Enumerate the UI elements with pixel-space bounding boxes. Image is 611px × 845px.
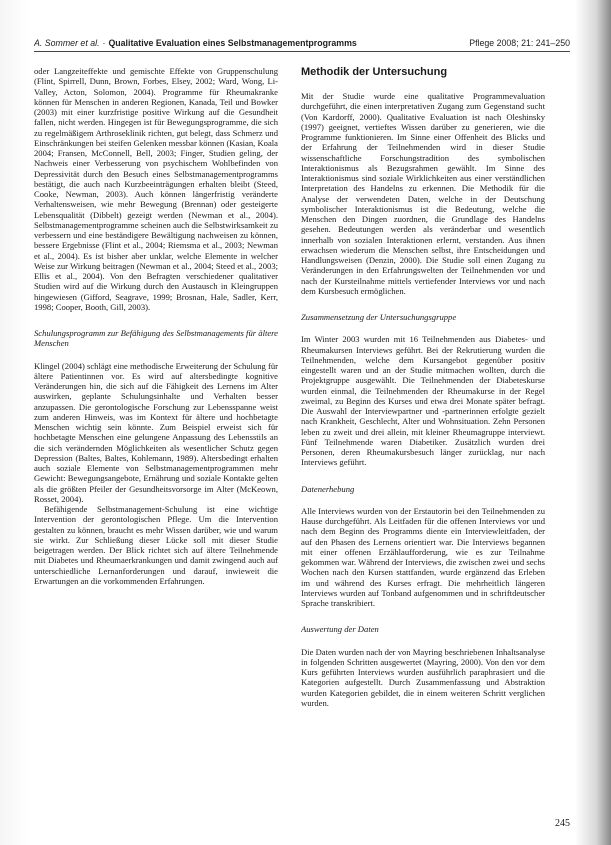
header-journal: Pflege 2008; 21: 241–250 bbox=[469, 38, 570, 48]
left-paragraph-3: Befähigende Selbstmanagement-Schulung ist eine wichtige Intervention der gerontologischen Pflege. Um die Intervention gestalten zu können, braucht es mehr Wissen darüber, wie und warum sie wirkt. Zur Schließung dieser Lücke soll mit dieser Studie beigetragen werden. Der Blick richtet sich auf ältere Teilnehmende mit Diabetes und Rheumaerkrankungen und damit zwingend auch auf unterschiedliche Lernanforderungen und darauf, inwieweit die Erwartungen an die vorkommenden Erfahrungen. bbox=[34, 504, 278, 586]
right-paragraph-2: Im Winter 2003 wurden mit 16 Teilnehmenden aus Diabetes- und Rheumakursen Interviews geführt. Bei der Rekrutierung wurden die Teilnehmenden, welche dem Kursangebot gegenüber positiv eingestellt waren und an der Studie mitmachen wollten, durch die Projektgruppe ausgewählt. Die Teilnehmenden der Diabeteskurse wurden einmal, die Teilnehmenden der Rheumakurse in der Regel zweimal, zu Beginn des Kurses und etwa drei Monate später befragt. Die Auswahl der Interviewpartner und -partnerinnen erfolgte gezielt nach Krankheit, Geschlecht, Alter und Wohnsituation. Zehn Personen leben zu zweit und drei allein, mit kleiner Rheumagruppe interviewt. Fünf Teilnehmende waren Diabetiker. Zusätzlich wurden drei Personen, deren Rheumakursbesuch länger zurücklag, nur nach Interviews geführt. bbox=[301, 334, 545, 468]
subheading-auswertung: Auswertung der Daten bbox=[301, 624, 379, 635]
header-rule bbox=[34, 51, 570, 52]
right-column bbox=[301, 66, 545, 818]
running-header bbox=[34, 38, 570, 52]
subheading-datenerhebung: Datenerhebung bbox=[301, 483, 355, 494]
right-paragraph-1: Mit der Studie wurde eine qualitative Programmevaluation durchgeführt, die einen interpretativen Zugang zum Gegenstand sucht (Von Kardorff, 2000). Qualitative Evaluation ist nach Oleshinsky (1997) geeignet, vertieftes Wissen darüber zu generieren, wie die Programme funktionieren. Im Sinne einer Offenheit des Blicks und der Erfahrung der Teilnehmenden wird in dieser Studie wissenschaftliche Forschungstradition des symbolischen Interaktionismus als Bezugsrahmen gewählt. Im Sinne des Interaktionismus sind soziale Wirklichkeiten aus einer verständlichen Interpretation des Handelns zu erkennen. Die Methodik für die Analyse der verwendeten Daten, welche in der Deutschung symbolischer Interaktionismus ist die Bedeutung, welche die Menschen den Dingen zuordnen, die Grundlage des Handelns gesehen. Bedeutungen werden als veränderbar und wesentlich innerhalb von sozialen Interaktionen erlernt, verstanden. Aus ihnen erwachsen wiederum die Menschen selbst, ihre Entscheidungen und Handlungsweisen (Denzin, 2000). Die Studie soll einen Zugang zu Veränderungen in den Erfahrungswelten der Teilnehmenden vor und nach der Kursteilnahme mittels vertiefender Interviews vor und nach dem Kursbesuch ermöglichen. bbox=[301, 91, 545, 296]
subheading-schulungsprogramm: Schulungsprogramm zur Befähigung des Selbstmanagements für ältere Menschen bbox=[34, 328, 278, 349]
left-paragraph-1: oder Langzeiteffekte und gemischte Effekte von Gruppenschulung (Flint, Spirrell, Dunn, Brown, Forbes, Elsey, 2002; Ward, Wong, Li-Valley, Acton, Solomon, 2004). Programme für Rheumakranke können für Menschen in anderen Regionen, Kanada, Teil und Bowker (2003) mit einer kurzfristige positive Wirkung auf die Gesundheit fallen, nicht werden. Hingegen ist für Bewegungsprogramme, die sich zu regelmäßigem Arthroseklinik richten, gut belegt, dass Schmerz und Einschränkungen bei steifen Gelenken messbar können (Kasian, Koala 2004; Fransen, McConnell, Bell, 2003; Finger, Studien geling, der Nachweis einer Verbesserung von psychischem Wohlbefinden von Depressivität durch den Besuch eines Selbstmanagementprogramms bestätigt, die auch nach Kurzbeeinträgungen erhalten bleibt (Steed, Cooke, Newman, 2003). Auch können längerfristig veränderte Verhaltensweisen, wie mehr Bewegung (Brennan) oder gesteigerte Lebensqualität (Dibbelt) gezeigt werden (Newman et al., 2004). Selbstmanagementprogramme scheinen auch die Selbstwirksamkeit zu verbessern und eine beständigere Bewältigung nachweisen zu können, bessere Ergebnisse (Flint et al., 2004; Riemsma et al., 2003; Newman et al., 2004). Es ist bisher aber unklar, welche Elemente in welcher Weise zur Wirkung beitragen (Newman et al., 2004; Steed et al., 2003; Ellis et al., 2004). Von den Befragten verschiedener qualitativer Studien wird auf die Wirkung durch den Austausch in Kleingruppen hingewiesen (Gifford, Seagrave, 1999; Brosnan, Hale, Sadler, Kerr, 1998; Cooper, Booth, Gill, 2003). bbox=[34, 66, 278, 312]
right-paragraph-3: Alle Interviews wurden von der Erstautorin bei den Teilnehmenden zu Hause durchgeführt. Als Leitfaden für die offenen Interviews vor und nach dem Beginn des Programms diente ein Interviewleitfaden, der auf den Phasen des Lernens orientiert war. Die Interviews begannen mit einer offenen Erzählaufforderung, wie es zur Teilnahme gekommen war. Während der Interviews, die zwischen zwei und sechs Wochen nach den Kursen stattfanden, wurde ergänzend das Erleben im und während des Kurses erfragt. Die mehrheitlich längeren Interviews wurden auf Tonband aufgenommen und in schriftdeutscher Sprache transkribiert. bbox=[301, 505, 545, 608]
header-separator: · bbox=[102, 38, 106, 48]
left-paragraph-2: Klingel (2004) schlägt eine methodische Erweiterung der Schulung für ältere Patientinnen vor. Es wird auf altersbedingte kognitive Veränderungen hin, die sich auf die Fähigkeit des Lernens im Alter auswirken, geplante Schulungsinhalte und Verhalten besser anzupassen. Die gerontologische Forschung zur Lebensspanne weist zum anderen Hinweis, was im Kontext für ältere und hochbetagte Menschen wichtig sein könnte. Zum Beispiel erweist sich für hochbetagte Menschen eine gelungene Anpassung des Lebensstils an die sich verändernden Möglichkeiten als wesentlicher Schutz gegen Depression (Baltes, Baltes, Kohlemann, 1989). Altersbedingt erhalten auch soziale Elemente von Selbstmanagementprogrammen mehr Gewicht: Bewegungsangebote, Ernährung und soziale Kontakte gelten als die größten Pfeiler der Gesundheitsvorsorge im Alter (McKeown, Rosset, 2004). bbox=[34, 360, 278, 504]
header-title: Qualitative Evaluation eines Selbstmanagementprogramms bbox=[108, 38, 357, 48]
section-title-methodik: Methodik der Untersuchung bbox=[301, 66, 448, 78]
right-paragraph-4: Die Daten wurden nach der von Mayring beschriebenen Inhaltsanalyse in folgenden Schritten ausgewertet (Mayring, 2000). Von den vor dem Kurs geführten Interviews wurden ausführlich paraphrasiert und die Kategorien aufgestellt. Durch Zusammenfassung und Abstraktion wurden Kategorien gebildet, die in einem weiteren Schritt verglichen wurden. bbox=[301, 646, 545, 708]
header-authors: A. Sommer et al. bbox=[34, 38, 100, 48]
left-column bbox=[34, 66, 278, 814]
page-number: 245 bbox=[555, 818, 570, 829]
subheading-zusammensetzung: Zusammensetzung der Untersuchungsgruppe bbox=[301, 312, 457, 322]
